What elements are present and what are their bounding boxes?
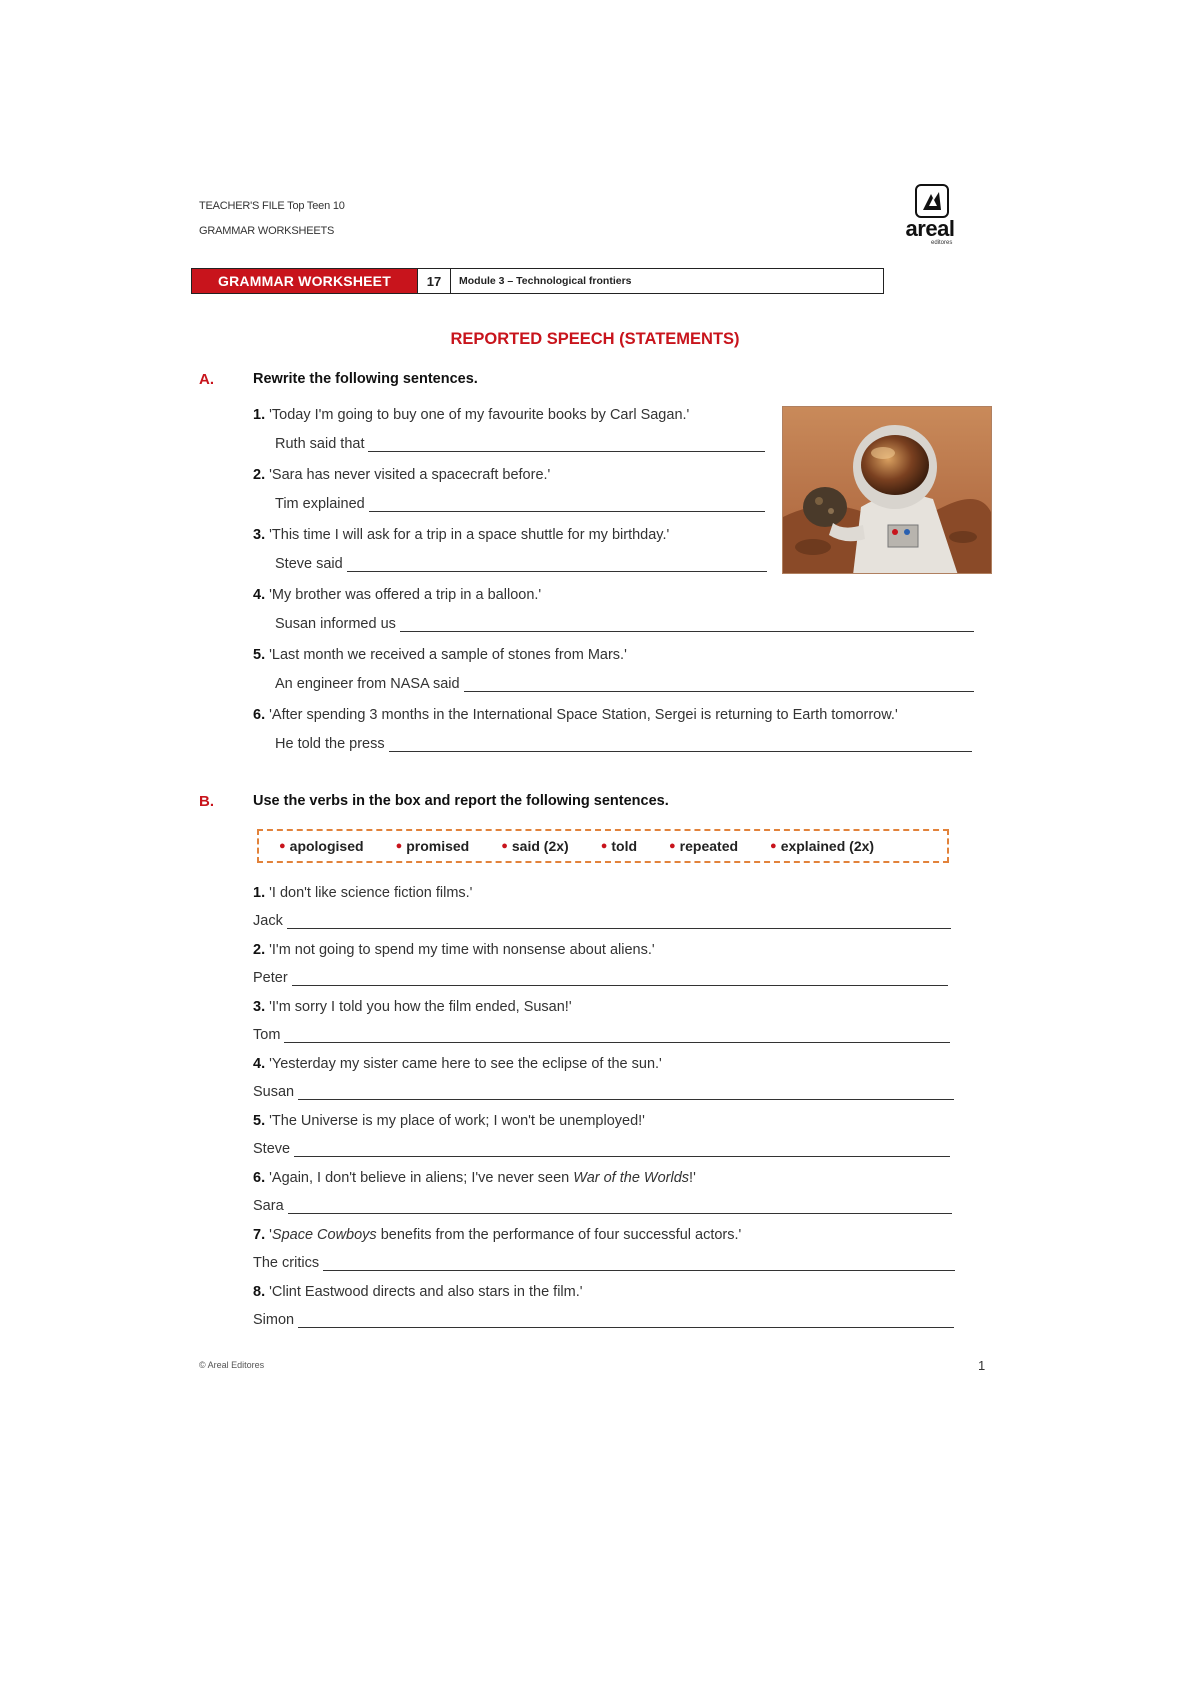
a1-answer[interactable]: Ruth said that [275, 436, 765, 452]
bullet-icon: ● [395, 840, 403, 852]
areal-logo-mark-icon [915, 184, 949, 218]
section-a-letter: A. [199, 371, 214, 388]
worksheet-label: GRAMMAR WORKSHEET [192, 269, 417, 293]
b7-quote: 7. 'Space Cowboys benefits from the performance of four successful actors.' [253, 1227, 742, 1243]
areal-logo-text: areal [905, 216, 955, 241]
b6-answer[interactable]: Sara [253, 1198, 952, 1214]
worksheet-module: Module 3 – Technological frontiers [459, 275, 632, 287]
b3-answer[interactable]: Tom [253, 1027, 950, 1043]
bullet-icon: ● [279, 840, 286, 852]
b8-quote: 8. 'Clint Eastwood directs and also stars in the film.' [253, 1284, 583, 1300]
b5-quote: 5. 'The Universe is my place of work; I won't be unemployed!' [253, 1113, 645, 1129]
worksheet-header-bar [191, 268, 884, 294]
section-b-instruction: Use the verbs in the box and report the following sentences. [253, 793, 669, 809]
b8-answer[interactable]: Simon [253, 1312, 954, 1328]
verb-word-box [257, 829, 949, 863]
a2-quote: 2. 'Sara has never visited a spacecraft before.' [253, 467, 551, 483]
worksheet-number: 17 [417, 269, 451, 293]
areal-logo [895, 184, 965, 248]
word-apologised: ● apologised [279, 838, 364, 854]
bullet-icon: ● [501, 840, 508, 852]
a5-answer[interactable]: An engineer from NASA said [275, 676, 974, 692]
bullet-icon: ● [669, 840, 676, 852]
a3-answer[interactable]: Steve said [275, 556, 767, 572]
header-worksheets-label: GRAMMAR WORKSHEETS [199, 225, 335, 237]
areal-logo-subtext: editores [931, 240, 953, 246]
b4-answer[interactable]: Susan [253, 1084, 954, 1100]
a4-answer[interactable]: Susan informed us [275, 616, 974, 632]
b2-answer[interactable]: Peter [253, 970, 948, 986]
word-promised: ● promised [395, 838, 470, 854]
word-explained: ● explained (2x) [770, 838, 875, 854]
astronaut-on-mars-image [782, 406, 992, 574]
b7-answer[interactable]: The critics [253, 1255, 955, 1271]
b5-answer[interactable]: Steve [253, 1141, 950, 1157]
word-told: ● told [600, 838, 638, 854]
word-repeated: ● repeated [669, 838, 739, 854]
b1-answer[interactable]: Jack [253, 913, 951, 929]
page-number: 1 [978, 1358, 986, 1373]
a5-quote: 5. 'Last month we received a sample of stones from Mars.' [253, 647, 627, 663]
word-said: ● said (2x) [501, 838, 569, 854]
section-b-letter: B. [199, 793, 214, 810]
b3-quote: 3. 'I'm sorry I told you how the film ended, Susan!' [253, 999, 572, 1015]
b1-quote: 1. 'I don't like science fiction films.' [253, 885, 473, 901]
a6-answer[interactable]: He told the press [275, 736, 972, 752]
a1-quote: 1. 'Today I'm going to buy one of my favourite books by Carl Sagan.' [253, 407, 690, 423]
a6-quote: 6. 'After spending 3 months in the International Space Station, Sergei is returning to Earth tomorrow.' [253, 707, 898, 723]
bullet-icon: ● [770, 840, 777, 852]
bullet-icon: ● [600, 840, 608, 852]
footer-copyright: © Areal Editores [199, 1360, 265, 1370]
header-file-title: TEACHER'S FILE Top Teen 10 [199, 200, 345, 212]
a4-quote: 4. 'My brother was offered a trip in a balloon.' [253, 587, 542, 603]
a3-quote: 3. 'This time I will ask for a trip in a space shuttle for my birthday.' [253, 527, 670, 543]
b4-quote: 4. 'Yesterday my sister came here to see the eclipse of the sun.' [253, 1056, 662, 1072]
b2-quote: 2. 'I'm not going to spend my time with nonsense about aliens.' [253, 942, 655, 958]
section-a-instruction: Rewrite the following sentences. [253, 371, 478, 387]
a2-answer[interactable]: Tim explained [275, 496, 765, 512]
b6-quote: 6. 'Again, I don't believe in aliens; I've never seen War of the Worlds!' [253, 1170, 696, 1186]
page-title: REPORTED SPEECH (STATEMENTS) [450, 330, 740, 348]
